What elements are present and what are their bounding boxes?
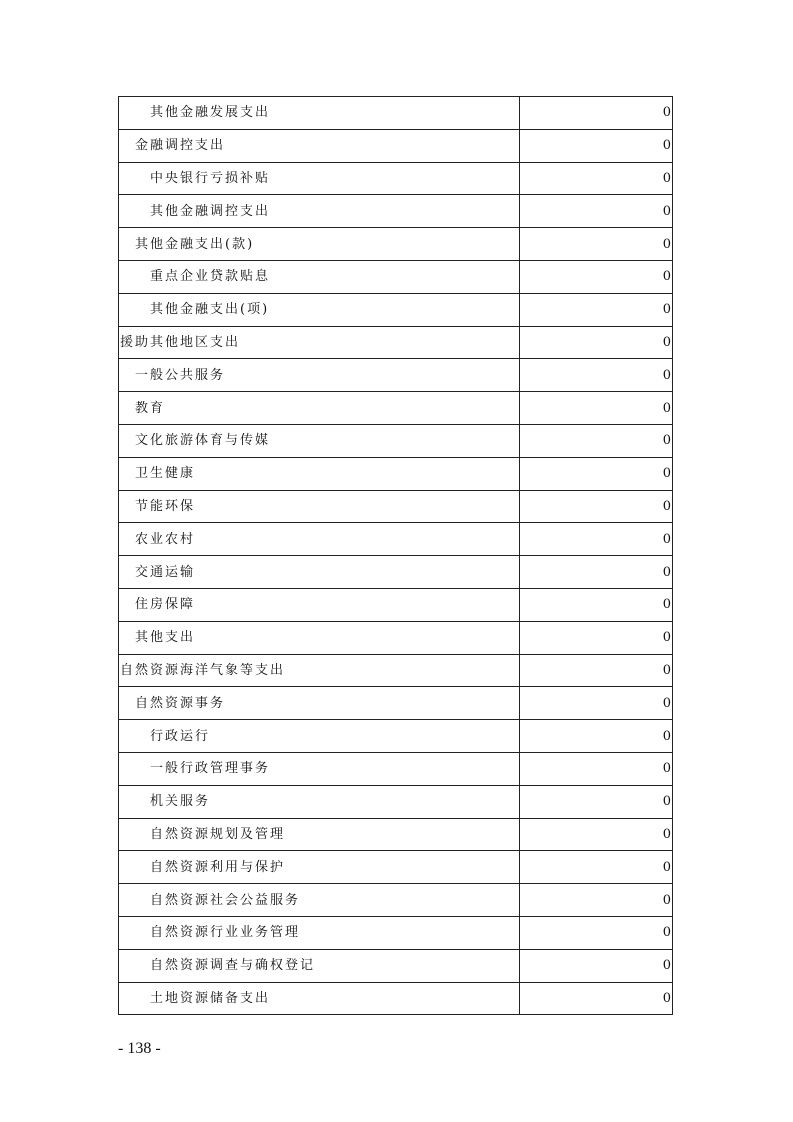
row-item-name: 自然资源调查与确权登记	[119, 949, 520, 982]
row-item-value: 0	[520, 129, 673, 162]
row-item-value: 0	[520, 687, 673, 720]
table-row	[119, 293, 673, 326]
row-item-name: 交通运输	[119, 556, 520, 589]
table-row	[119, 326, 673, 359]
table-row	[119, 621, 673, 654]
row-item-value: 0	[520, 949, 673, 982]
row-item-name: 一般公共服务	[119, 359, 520, 392]
row-item-name: 其他金融支出(款)	[119, 228, 520, 261]
row-item-name: 自然资源海洋气象等支出	[119, 654, 520, 687]
row-item-name: 其他金融发展支出	[119, 97, 520, 130]
table-row	[119, 195, 673, 228]
row-item-value: 0	[520, 851, 673, 884]
row-item-value: 0	[520, 556, 673, 589]
row-item-name: 重点企业贷款贴息	[119, 260, 520, 293]
table-row	[119, 687, 673, 720]
row-item-name: 其他支出	[119, 621, 520, 654]
row-item-value: 0	[520, 162, 673, 195]
row-item-name: 援助其他地区支出	[119, 326, 520, 359]
table-row	[119, 785, 673, 818]
expenditure-table	[118, 96, 673, 1015]
row-item-name: 自然资源社会公益服务	[119, 884, 520, 917]
row-item-value: 0	[520, 359, 673, 392]
row-item-value: 0	[520, 982, 673, 1015]
table-row	[119, 424, 673, 457]
row-item-value: 0	[520, 752, 673, 785]
table-row	[119, 916, 673, 949]
row-item-value: 0	[520, 523, 673, 556]
row-item-value: 0	[520, 293, 673, 326]
row-item-name: 其他金融调控支出	[119, 195, 520, 228]
row-item-value: 0	[520, 720, 673, 753]
table-row	[119, 588, 673, 621]
row-item-name: 节能环保	[119, 490, 520, 523]
table-row	[119, 162, 673, 195]
row-item-value: 0	[520, 457, 673, 490]
table-row	[119, 556, 673, 589]
row-item-value: 0	[520, 490, 673, 523]
table-row	[119, 129, 673, 162]
page-number: - 138 -	[118, 1040, 161, 1057]
row-item-name: 金融调控支出	[119, 129, 520, 162]
row-item-value: 0	[520, 424, 673, 457]
row-item-name: 机关服务	[119, 785, 520, 818]
row-item-value: 0	[520, 326, 673, 359]
table-row	[119, 490, 673, 523]
table-row	[119, 228, 673, 261]
row-item-value: 0	[520, 916, 673, 949]
row-item-name: 自然资源利用与保护	[119, 851, 520, 884]
row-item-name: 行政运行	[119, 720, 520, 753]
row-item-name: 其他金融支出(项)	[119, 293, 520, 326]
row-item-name: 自然资源规划及管理	[119, 818, 520, 851]
row-item-value: 0	[520, 392, 673, 425]
row-item-name: 农业农村	[119, 523, 520, 556]
row-item-value: 0	[520, 654, 673, 687]
table-row	[119, 523, 673, 556]
table-row	[119, 949, 673, 982]
row-item-value: 0	[520, 228, 673, 261]
row-item-name: 教育	[119, 392, 520, 425]
table-row	[119, 851, 673, 884]
table-row	[119, 654, 673, 687]
row-item-value: 0	[520, 785, 673, 818]
row-item-value: 0	[520, 884, 673, 917]
table-row	[119, 392, 673, 425]
row-item-value: 0	[520, 621, 673, 654]
table-row	[119, 97, 673, 130]
row-item-name: 一般行政管理事务	[119, 752, 520, 785]
row-item-name: 文化旅游体育与传媒	[119, 424, 520, 457]
table-body	[119, 97, 673, 1015]
table-row	[119, 359, 673, 392]
table-row	[119, 260, 673, 293]
row-item-name: 住房保障	[119, 588, 520, 621]
row-item-value: 0	[520, 588, 673, 621]
table-row	[119, 884, 673, 917]
row-item-value: 0	[520, 260, 673, 293]
table-row	[119, 457, 673, 490]
table-row	[119, 982, 673, 1015]
row-item-value: 0	[520, 818, 673, 851]
table-row	[119, 752, 673, 785]
row-item-value: 0	[520, 97, 673, 130]
row-item-name: 土地资源储备支出	[119, 982, 520, 1015]
row-item-value: 0	[520, 195, 673, 228]
row-item-name: 卫生健康	[119, 457, 520, 490]
table-row	[119, 818, 673, 851]
row-item-name: 中央银行亏损补贴	[119, 162, 520, 195]
table-row	[119, 720, 673, 753]
row-item-name: 自然资源事务	[119, 687, 520, 720]
row-item-name: 自然资源行业业务管理	[119, 916, 520, 949]
